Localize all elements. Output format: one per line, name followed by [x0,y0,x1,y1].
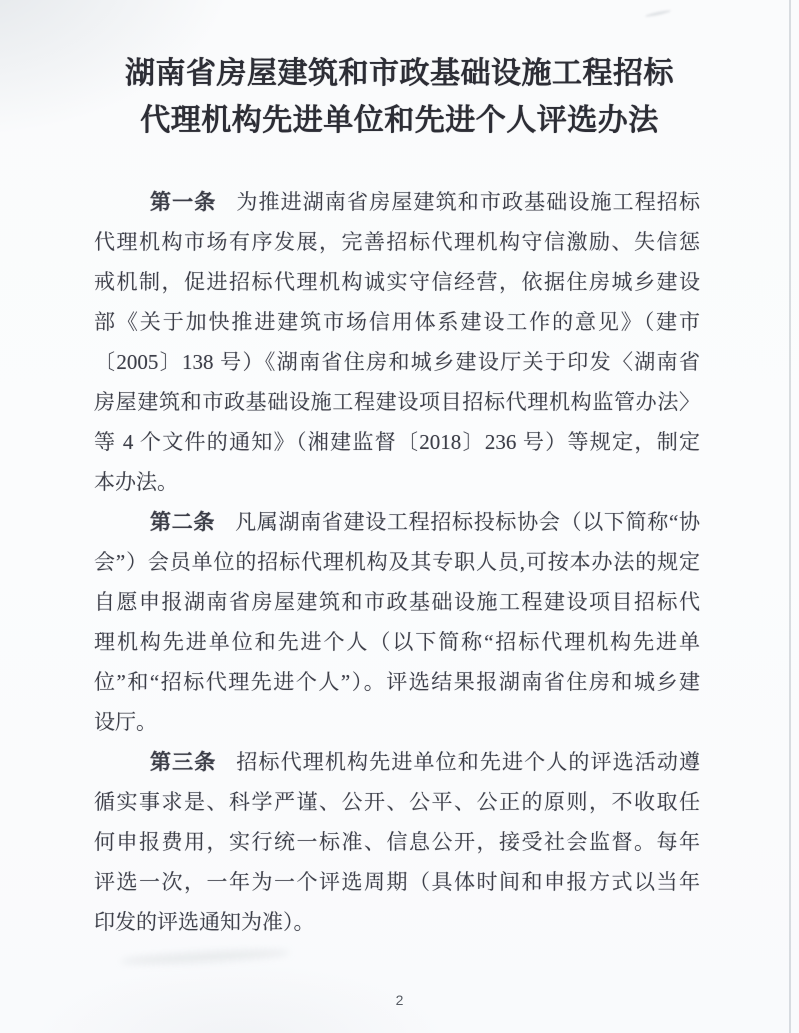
body-line: 设厅。 [94,710,157,734]
body-line: 位”和“招标代理先进个人”）。评选结果报湖南省住房和城乡建 [94,670,700,694]
body-line: 本办法。 [94,470,178,494]
body-line: 代理机构市场有序发展，完善招标代理机构守信激励、失信惩 [94,230,700,254]
body-line: 第三条 招标代理机构先进单位和先进个人的评选活动遵 [150,750,701,774]
scan-smudge-artifact [120,948,290,967]
document-body [94,182,700,942]
article-label-3: 第三条 [150,750,217,774]
document-title [0,50,799,144]
body-line: 理机构先进单位和先进个人（以下简称“招标代理机构先进单 [94,630,700,654]
article-label-1: 第一条 [150,190,217,214]
scan-edge-artifact [789,0,791,1033]
article-label-2: 第二条 [150,510,216,534]
body-line: 〔2005〕138 号）《湖南省住房和城乡建设厅关于印发〈湖南省 [94,350,700,374]
scan-scratch-artifact [645,9,671,17]
body-line: 第一条 为推进湖南省房屋建筑和市政基础设施工程招标 [150,190,701,214]
body-line: 印发的评选通知为准）。 [94,910,315,934]
page-number: 2 [395,992,404,1008]
body-line: 戒机制，促进招标代理机构诚实守信经营，依据住房城乡建设 [94,270,700,294]
body-line: 第二条 凡属湖南省建设工程招标投标协会（以下简称“协 [150,510,701,534]
body-line: 自愿申报湖南省房屋建筑和市政基础设施工程建设项目招标代 [94,590,700,614]
body-line: 房屋建筑和市政基础设施工程建设项目招标代理机构监管办法〉 [94,390,700,414]
body-line: 循实事求是、科学严谨、公开、公平、公正的原则，不收取任 [94,790,700,814]
document-title-line-1: 湖南省房屋建筑和市政基础设施工程招标 [125,57,674,90]
body-line: 评选一次，一年为一个评选周期（具体时间和申报方式以当年 [94,870,700,894]
body-line: 部《关于加快推进建筑市场信用体系建设工作的意见》（建市 [94,310,700,334]
body-line: 何申报费用，实行统一标准、信息公开，接受社会监督。每年 [94,830,700,854]
body-line: 会”）会员单位的招标代理机构及其专职人员,可按本办法的规定 [94,550,700,574]
body-line: 等 4 个文件的通知》（湘建监督〔2018〕236 号）等规定，制定 [94,430,700,454]
document-title-line-2: 代理机构先进单位和先进个人评选办法 [140,104,659,137]
